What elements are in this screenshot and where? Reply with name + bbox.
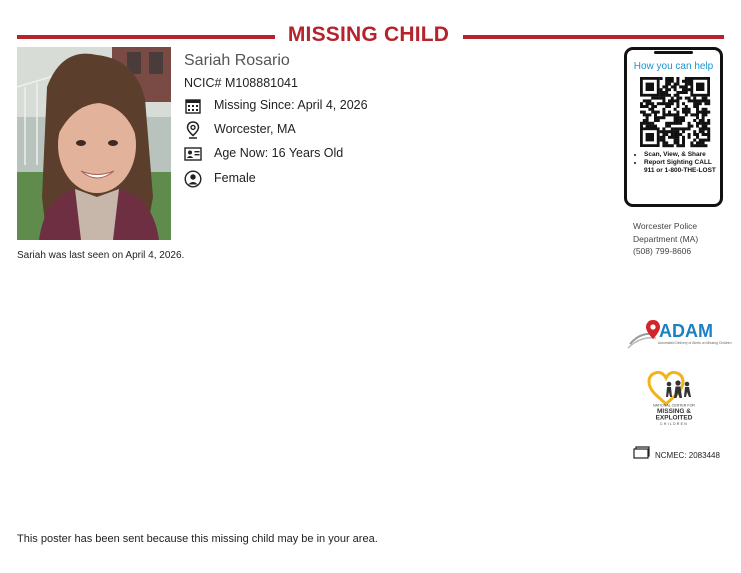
child-photo-illustration <box>17 47 171 240</box>
ncmec-id-text: NCMEC: 2083448 <box>655 450 720 460</box>
sex-row <box>184 170 256 188</box>
adam-wordmark: ADAM <box>659 321 713 341</box>
agency-phone: (508) 799-8606 <box>633 246 692 256</box>
help-step: • Scan, View, & Share <box>644 151 718 159</box>
how-to-help-title: How you can help <box>633 61 714 72</box>
agency-contact <box>633 220 698 258</box>
age-now: Age Now: 16 Years Old <box>214 146 344 160</box>
how-to-help-card <box>624 47 723 207</box>
ncmec-case-id <box>633 446 720 464</box>
ncmec-line-1: NATIONAL CENTER FOR <box>653 403 695 408</box>
case-file-icon <box>633 446 650 464</box>
ncmec-logo <box>645 368 703 428</box>
child-name: Sariah Rosario <box>184 52 290 69</box>
page-title: MISSING CHILD <box>287 23 450 46</box>
location-pin-icon <box>184 121 202 139</box>
child-photo <box>17 47 171 240</box>
agency-department: Department (MA) <box>633 233 699 244</box>
missing-since-row <box>184 97 368 115</box>
age-row <box>184 145 344 163</box>
person-icon <box>184 170 202 188</box>
ncic-number: NCIC# M108881041 <box>184 76 298 90</box>
sex: Female <box>214 171 256 185</box>
help-step: • Report Sighting CALL 911 or 1-800-THE-LOST <box>644 159 718 175</box>
agency-name: Worcester Police <box>633 221 698 231</box>
last-seen-text: Sariah was last seen on April 4, 2026. <box>17 250 185 261</box>
help-steps <box>631 151 718 175</box>
ncmec-line-2: MISSING & <box>657 408 691 415</box>
ncmec-line-4: CHILDREN <box>660 422 688 426</box>
phone-notch <box>654 51 693 54</box>
id-card-icon <box>184 145 202 163</box>
missing-since: Missing Since: April 4, 2026 <box>214 98 368 112</box>
adam-tagline: Automated Delivery of Alerts on Missing Children <box>658 341 732 345</box>
location: Worcester, MA <box>214 122 296 136</box>
ncmec-line-3: EXPLOITED <box>655 414 693 422</box>
header-rule-left <box>17 35 275 39</box>
adam-logo <box>626 318 732 354</box>
qr-code[interactable] <box>640 77 710 152</box>
calendar-icon <box>184 97 202 115</box>
header-rule-right <box>463 35 724 39</box>
footer-note: This poster has been sent because this missing child may be in your area. <box>17 533 378 545</box>
location-row <box>184 121 296 139</box>
